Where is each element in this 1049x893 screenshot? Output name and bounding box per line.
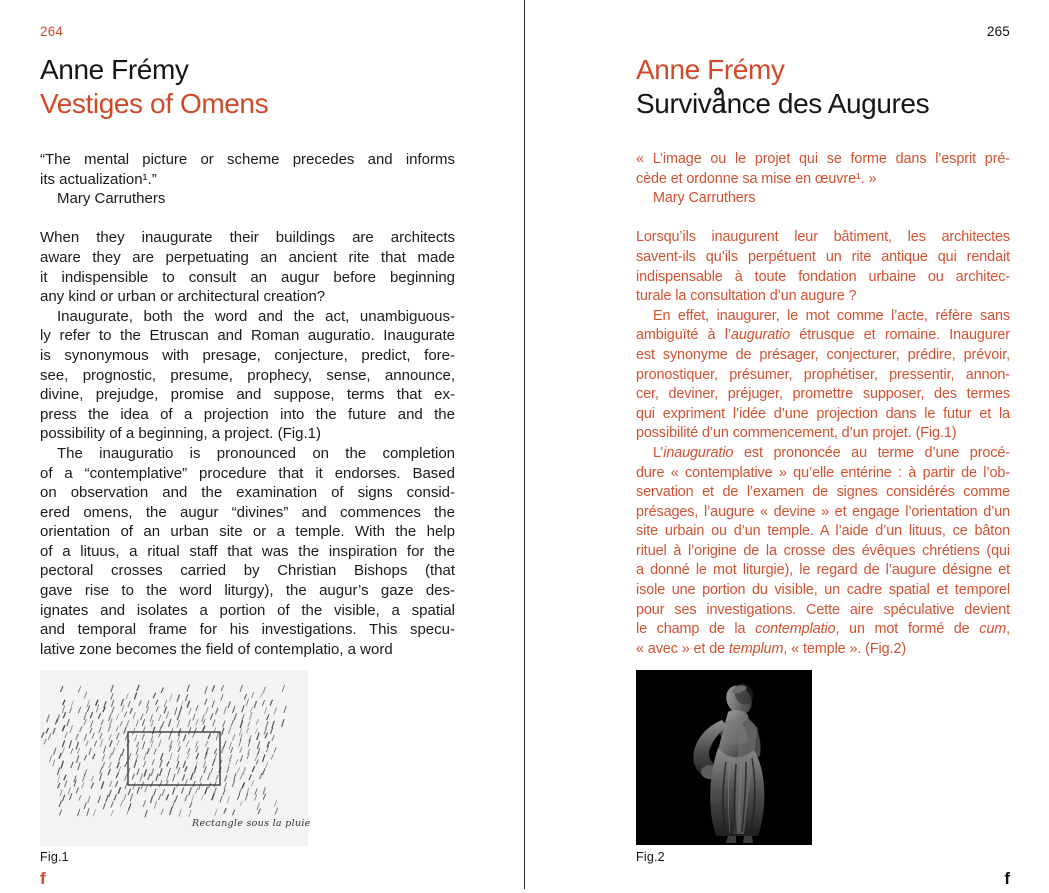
text-line: ly refer to the Etruscan and Roman auguratio. Inaugurate xyxy=(40,327,455,345)
text-line: of a lituus, a ritual staff that was the inspiration for the xyxy=(40,542,455,560)
lituus-spiral-icon xyxy=(712,85,725,112)
text-line: aware they are perpetuating an ancient rite that made xyxy=(40,248,455,266)
text-line: gave rise to the word liturgy), the augur’s gaze des- xyxy=(40,582,455,600)
page-number-right: 265 xyxy=(986,24,1010,39)
paragraph xyxy=(40,189,455,209)
text-line: pronostiquer, présumer, prophétiser, pressentir, annon- xyxy=(636,366,1010,383)
text-line: of a “contemplative” procedure that it endorses. Based xyxy=(40,464,455,482)
text-line: cer, deviner, préjuger, promettre supposer, des termes xyxy=(636,386,1010,403)
author-name: Anne Frémy xyxy=(40,54,189,85)
text-line: indispensable à toute fondation urbaine ou architec- xyxy=(636,268,1010,285)
paragraph xyxy=(636,228,1010,306)
title-part-pre: Surviv xyxy=(636,88,712,119)
right-title-block xyxy=(636,53,1010,121)
paragraph xyxy=(636,150,1010,189)
left-page xyxy=(40,0,455,893)
page-number-left: 264 xyxy=(40,24,64,39)
text-line: pour ses investigations. Cette aire spéculative devient xyxy=(636,601,1010,618)
text-line: L’inauguratio est prononcée au terme d’une procé- xyxy=(653,444,1010,461)
text-line: Lorsqu’ils inaugurent leur bâtiment, les architectes xyxy=(636,229,1010,246)
text-line: its actualization¹.” xyxy=(40,170,157,188)
text-line: Mary Carruthers xyxy=(57,190,166,208)
title-part-post: nce des Augures xyxy=(726,88,930,119)
text-line: and temporal frame for his investigations. This specu- xyxy=(40,621,455,639)
text-line: possibility of a beginning, a project. (Fig.1) xyxy=(40,425,321,443)
text-line: « L’image ou le projet qui se forme dans l’esprit pré- xyxy=(636,151,1010,167)
text-line: lative zone becomes the field of contemplatio, a word xyxy=(40,640,393,658)
footer-mark-right: f xyxy=(1004,869,1010,888)
work-title-english: Vestiges of Omens xyxy=(40,88,269,119)
title-letter-a-with-lituus xyxy=(711,87,726,121)
figure-1-rain-drawing xyxy=(40,670,311,846)
text-line: ambiguïté à l’auguratio étrusque et romaine. Inaugurer xyxy=(636,327,1010,344)
text-line: on observation and the examination of signs consid- xyxy=(40,484,455,502)
text-line: it indispensible to consult an augur before beginning xyxy=(40,268,455,286)
text-line: divine, prejudge, promise and suppose, terms that ex- xyxy=(40,386,455,404)
text-line: servation et de l’examen de signes considérés comme xyxy=(636,484,1010,501)
text-line: En effet, inaugurer, le mot comme l’acte, réfère sans xyxy=(653,307,1010,324)
text-line: est synonyme de présager, conjecturer, prédire, prévoir, xyxy=(636,346,1010,363)
text-line: The inauguratio is pronounced on the completion xyxy=(57,444,455,462)
text-line: “The mental picture or scheme precedes and informs xyxy=(40,151,455,168)
text-line: cède et ordonne sa mise en œuvre¹. » xyxy=(636,170,877,187)
text-line: turale la consultation d’un augure ? xyxy=(636,288,857,305)
figure-2-statue-photo xyxy=(636,670,812,845)
footer-mark-left: f xyxy=(40,869,46,888)
text-line: ignates and isolates a portion of the visible, a spatial xyxy=(40,601,455,619)
text-line: isole une portion du visible, un cadre spatial et temporel xyxy=(636,582,1010,599)
paragraph xyxy=(40,150,455,189)
right-page xyxy=(636,0,1010,893)
text-line: When they inaugurate their buildings are architects xyxy=(40,229,455,247)
work-title-french xyxy=(636,87,1010,121)
author-name: Anne Frémy xyxy=(636,54,785,85)
text-line: site urbain ou d’un temple. A l’aide d’un lituus, ce bâton xyxy=(636,523,1010,540)
text-line: a donné le mot liturgie), le regard de l’augure désigne et xyxy=(636,562,1010,579)
text-line: any kind or urban or architectural creation? xyxy=(40,288,326,306)
text-line: Inaugurate, both the word and the act, unambiguous- xyxy=(57,307,455,325)
text-line: dure « contemplative » qu’elle entérine : à partir de l’ob- xyxy=(636,464,1010,481)
text-line: savent-ils qu’ils perpétuent un rite antique qui rendait xyxy=(636,248,1010,265)
title-part-a: a xyxy=(711,88,727,119)
figure-2-caption: Fig.2 xyxy=(636,850,665,864)
paragraph xyxy=(636,307,1010,444)
left-title-block xyxy=(40,53,455,121)
body-text-english xyxy=(40,150,455,659)
text-line: see, prognostic, presume, prophecy, sense, announce, xyxy=(40,366,455,384)
figure-1-caption: Fig.1 xyxy=(40,850,69,864)
text-line: possibilité d’un commencement, d’un projet. (Fig.1) xyxy=(636,425,957,442)
text-line: présages, l’augure « devine » et engage l’orientation d’un xyxy=(636,503,1010,520)
body-text-french xyxy=(636,150,1010,659)
text-line: ered omens, the augur “divines” and commences the xyxy=(40,503,455,521)
paragraph xyxy=(40,444,455,660)
paragraph xyxy=(636,189,1010,209)
text-line: le champ de la contemplatio, un mot formé de cum, xyxy=(636,621,1011,638)
paragraph xyxy=(40,228,455,306)
text-line: pectoral crosses carried by Christian Bishops (that xyxy=(40,562,455,580)
handwritten-caption: Rectangle sous la pluie xyxy=(192,818,311,829)
text-line: press the idea of a projection into the future and the xyxy=(40,405,455,423)
paragraph xyxy=(636,444,1010,660)
page-gutter-divider xyxy=(524,0,525,889)
text-line: orientation of an urban site or a temple. With the help xyxy=(40,523,455,541)
text-line: rituel à l’origine de la crosse des évêques chrétiens (qui xyxy=(636,542,1010,559)
text-line: « avec » et de templum, « temple ». (Fig.2) xyxy=(636,640,907,657)
paragraph xyxy=(40,307,455,444)
text-line: is synonymous with presage, conjecture, predict, fore- xyxy=(40,346,455,364)
text-line: Mary Carruthers xyxy=(653,190,756,207)
augur-statue-image xyxy=(636,670,812,845)
text-line: qui expriment l’idée d’une projection dans le futur et la xyxy=(636,405,1010,422)
